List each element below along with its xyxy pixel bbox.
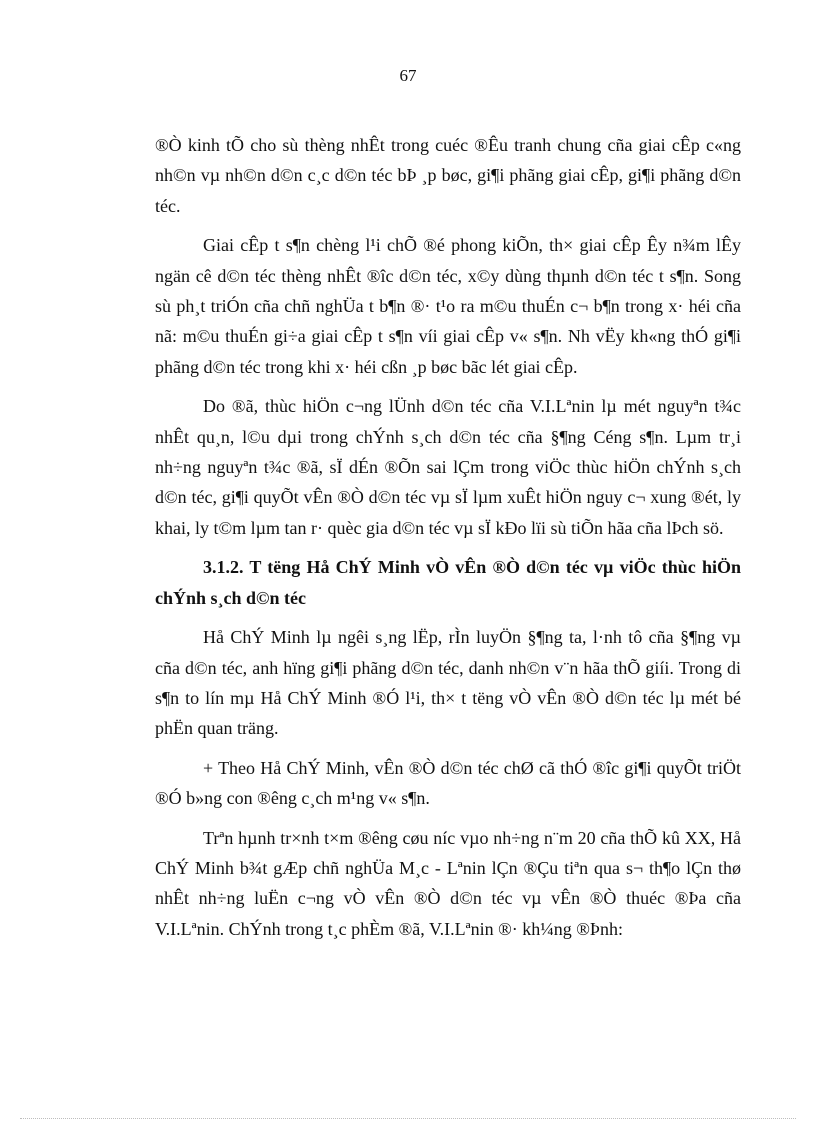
paragraph-6: Trªn hµnh tr×nh t×m ®êng cøu níc vµo nh÷ng n¨m 20 cña thÕ kû XX, Hå ChÝ Minh b¾t gÆp chñ nghÜa M¸c - Lªnin lÇn ®Çu tiªn qua s¬ th¶o lÇn thø nhÊt nh÷ng luËn c¬ng vÒ vÊn ®Ò d©n téc vµ vÊn ®Ò thuéc ®Þa cña V.I.Lªnin. ChÝnh trong t¸c phÈm ®ã, V.I.Lªnin ®· kh¼ng ®Þnh:	[155, 827, 741, 939]
paragraph-3: Do ®ã, thùc hiÖn c¬ng lÜnh d©n téc cña V.I.Lªnin lµ mét nguyªn t¾c nhÊt qu¸n, l©u dµi trong chÝnh s¸ch d©n téc cña §¶ng Céng s¶n. Lµm tr¸i nh÷ng nguyªn t¾c ®ã, sÏ dÉn ®Õn sai lÇm trong viÖc thùc hiÖn chÝnh s¸ch d©n téc, gi¶i quyÕt vÊn ®Ò d©n téc vµ sÏ lµm xuÊt hiÖn nguy c¬ xung ®ét, ly khai, ly t©m lµm tan r· quèc gia d©n téc vµ sÏ kÐo lïi sù tiÕn hãa cña lÞch sö.	[155, 396, 741, 538]
page-number: 67	[399, 66, 417, 85]
paragraph-5: + Theo Hå ChÝ Minh, vÊn ®Ò d©n téc chØ cã thÓ ®îc gi¶i quyÕt triÖt ®Ó b»ng con ®êng c¸ch m¹ng v« s¶n.	[155, 757, 741, 809]
paragraph-4: Hå ChÝ Minh lµ ngêi s¸ng lËp, rÌn luyÖn §¶ng ta, l·nh tô cña §¶ng vµ cña d©n téc, anh hïng gi¶i phãng d©n téc, danh nh©n v¨n hãa thÕ giíi. Trong di s¶n to lín mµ Hå ChÝ Minh ®Ó l¹i, th× t tëng vÒ vÊn ®Ò d©n téc lµ mét bé phËn quan träng.	[155, 627, 741, 739]
paragraph-1: ®Ò kinh tÕ cho sù thèng nhÊt trong cuéc ®Êu tranh chung cña giai cÊp c«ng nh©n vµ nh©n d©n c¸c d©n téc bÞ ¸p bøc, gi¶i phãng giai cÊp, gi¶i phãng d©n téc.	[155, 135, 741, 216]
document-body	[155, 130, 741, 953]
paragraph-2: Giai cÊp t s¶n chèng l¹i chÕ ®é phong kiÕn, th× giai cÊp Êy n¾m lÊy ngän cê d©n téc thèng nhÊt ®îc d©n téc, x©y dùng thµnh d©n téc t s¶n. Song sù ph¸t triÓn cña chñ nghÜa t b¶n ®· t¹o ra m©u thuÉn c¬ b¶n trong x· héi cña nã: m©u thuÉn gi÷a giai cÊp t s¶n víi giai cÊp v« s¶n. Nh vËy kh«ng thÓ gi¶i phãng d©n téc trong khi x· héi cßn ¸p bøc bãc lét giai cÊp.	[155, 235, 741, 377]
page-bottom-divider	[20, 1118, 796, 1119]
section-heading: 3.1.2. T tëng Hå ChÝ Minh vÒ vÊn ®Ò d©n téc vµ viÖc thùc hiÖn chÝnh s¸ch d©n téc	[155, 557, 741, 608]
